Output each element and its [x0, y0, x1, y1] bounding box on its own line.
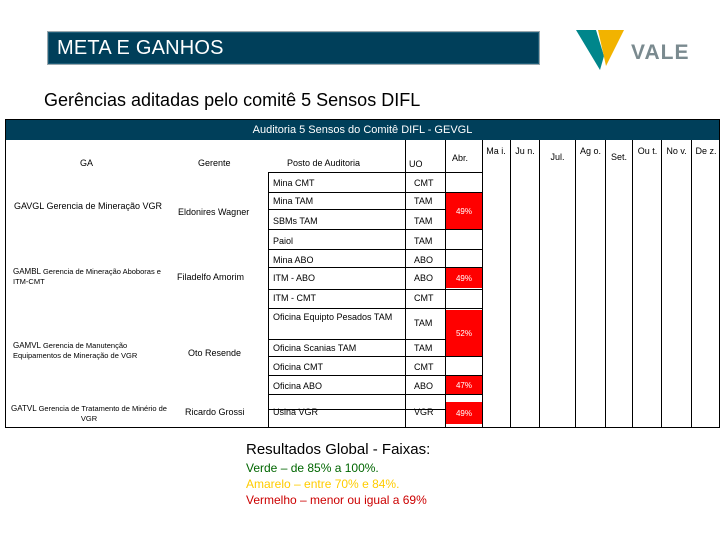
ga-name: Gerencia de Mineração Aboboras e ITM-CMT — [13, 267, 161, 286]
uo-cell: CMT — [414, 178, 434, 188]
ga-gambl — [13, 267, 163, 287]
col-out: Ou t. — [637, 146, 658, 156]
legend-amarelo: Amarelo – entre 70% e 84%. — [246, 477, 400, 491]
abr-score: 49% — [446, 268, 482, 288]
table-caption-text: Auditoria 5 Sensos do Comitê DIFL - GEVGL — [252, 123, 473, 136]
posto-cell: Oficina ABO — [273, 381, 323, 391]
posto-cell: Usina VGR — [273, 407, 319, 417]
uo-cell: CMT — [414, 293, 434, 303]
col-ga: GA — [80, 158, 94, 168]
posto-cell: ITM - ABO — [273, 273, 316, 283]
posto-cell: Mina CMT — [273, 178, 315, 188]
uo-cell: TAM — [414, 236, 433, 246]
abr-score: 47% — [446, 376, 482, 394]
results-legend — [246, 441, 430, 508]
uo-cell: ABO — [414, 381, 434, 391]
abr-score: 49% — [446, 193, 482, 229]
col-set: Set. — [610, 152, 627, 162]
legend-title: Resultados Global - Faixas: — [246, 441, 431, 458]
page-title: META E GANHOS — [57, 37, 224, 59]
col-posto: Posto de Auditoria — [287, 158, 361, 168]
gerente-filadelfo: Filadelfo Amorim — [177, 272, 245, 282]
col-abr: Abr. — [452, 153, 469, 163]
gerente-ricardo: Ricardo Grossi — [185, 407, 245, 417]
ga-code: GAVGL — [13, 201, 44, 211]
ga-name: Gerencia de Tratamento de Minério de VGR — [38, 404, 167, 423]
uo-cell: ABO — [414, 273, 434, 283]
audit-table — [5, 119, 720, 428]
abr-score: 49% — [446, 402, 482, 424]
ga-code: GAMVL — [13, 341, 41, 350]
posto-cell: ITM - CMT — [273, 293, 316, 303]
col-ago: Ag o. — [579, 146, 601, 156]
uo-cell: TAM — [414, 318, 433, 328]
uo-cell: TAM — [414, 343, 433, 353]
col-mai: Ma i. — [486, 146, 506, 156]
uo-cell: TAM — [414, 196, 433, 206]
gerente-eldonires: Eldonires Wagner — [178, 207, 250, 217]
title-bar — [47, 31, 540, 65]
posto-cell: Mina ABO — [273, 255, 314, 265]
col-uo: UO — [409, 159, 423, 169]
ga-code: GATVL — [11, 404, 37, 413]
abr-score: 52% — [446, 310, 482, 356]
ga-code: GAMBL — [13, 267, 41, 276]
posto-cell: Oficina Equipto Pesados TAM — [273, 312, 393, 322]
col-jun: Ju n. — [515, 146, 535, 156]
posto-cell: Mina TAM — [273, 196, 314, 206]
ga-gamvl — [13, 341, 163, 361]
col-gerente: Gerente — [198, 158, 231, 168]
posto-cell: Oficina CMT — [273, 362, 324, 372]
legend-verde: Verde – de 85% a 100%. — [246, 461, 379, 475]
ga-name: Gerencia de Mineração VGR — [46, 201, 163, 211]
gerente-oto: Oto Resende — [188, 348, 242, 358]
ga-name: Gerencia de Manutenção Equipamentos de Mineração de VGR — [13, 341, 138, 360]
subtitle: Gerências aditadas pelo comitê 5 Sensos DIFL — [44, 90, 421, 110]
col-dez: De z. — [695, 146, 717, 156]
posto-cell: SBMs TAM — [273, 216, 318, 226]
col-jul: Jul. — [550, 152, 565, 162]
legend-vermelho: Vermelho – menor ou igual a 69% — [246, 493, 427, 507]
logo-text: VALE — [631, 41, 690, 64]
col-nov: No v. — [666, 146, 687, 156]
uo-cell: VGR — [414, 407, 434, 417]
ga-gavgl — [13, 201, 163, 212]
uo-cell: TAM — [414, 216, 433, 226]
posto-cell: Paiol — [273, 236, 294, 246]
posto-cell: Oficina Scanias TAM — [273, 343, 357, 353]
uo-cell: CMT — [414, 362, 434, 372]
ga-gatvl — [9, 404, 169, 424]
uo-cell: ABO — [414, 255, 434, 265]
